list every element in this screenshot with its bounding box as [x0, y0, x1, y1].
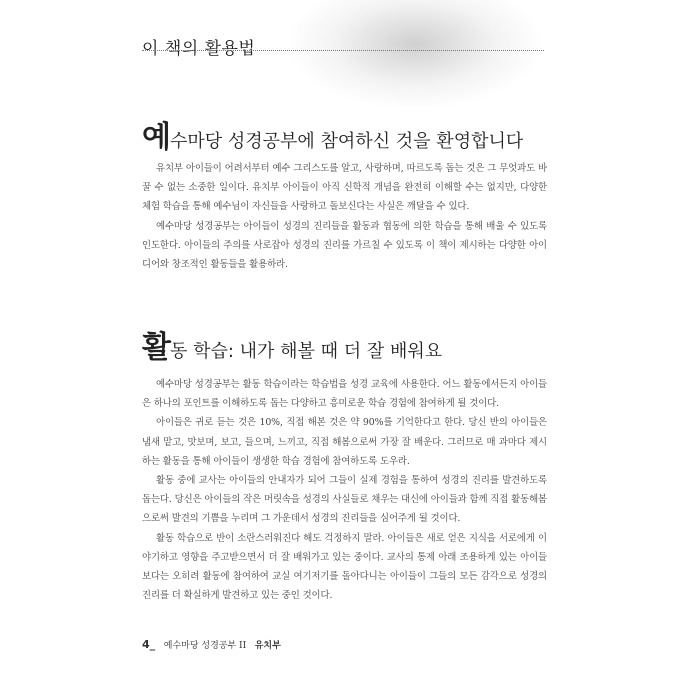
page-number: 4 — [142, 638, 150, 651]
section-title-initial: 예 — [142, 120, 170, 155]
section-title-welcome — [142, 112, 523, 156]
section-title-text: 수마당 성경공부에 참여하신 것을 환영합니다 — [169, 131, 524, 152]
paragraph: 아이들은 귀로 듣는 것은 10%, 직접 해본 것은 약 90%를 기억한다고 한다. 당신 반의 아이들은 냄새 맡고, 맛보며, 보고, 들으며, 느끼고, 직접 해봄으로써 가장 잘 배운다. 그러므로 매 과마다 제시하는 활동을 통해 아이들이 생생한 학습 경험에 참여하도록 도우라. — [142, 417, 547, 467]
paragraph: 활동 중에 교사는 아이들의 안내자가 되어 그들이 실제 경험을 통하여 성경의 진리를 발견하도록 돕는다. 당신은 아이들의 작은 머릿속을 성경의 사실들로 채우는 대신에 아이들과 함께 직접 활동해봄으로써 발견의 기쁨을 누리며 그 가운데서 성경의 진리들을 심어주게 될 것이다. — [142, 475, 547, 525]
paragraph: 예수마당 성경공부는 아이들이 성경의 진리들을 활동과 협동에 의한 학습을 통해 배울 수 있도록 인도한다. 아이들의 주의를 사로잡아 성경의 진리를 가르칠 수 있도록 이 책이 제시하는 다양한 아이디어와 창조적인 활동들을 활용하라. — [142, 220, 547, 271]
footer-book-title: 예수마당 성경공부 II — [163, 641, 247, 651]
section-title-text: 동 학습: 내가 해볼 때 더 잘 배워요 — [169, 341, 443, 362]
section-body-welcome — [142, 159, 547, 274]
paragraph: 예수마당 성경공부는 활동 학습이라는 학습법을 성경 교육에 사용한다. 어느 활동에서든지 아이들은 하나의 포인트를 이해하도록 돕는 다양하고 흥미로운 학습 경험에 참여하게 될 것이다. — [142, 379, 547, 410]
page-header-title: 이 책의 활용법 — [142, 39, 256, 59]
paragraph: 유치부 아이들이 어려서부터 예수 그리스도를 알고, 사랑하며, 따르도록 돕는 것은 그 무엇과도 바꿀 수 없는 소중한 일이다. 유치부 아이들이 아직 신학적 개념을 완전히 이해할 수는 없지만, 다양한 체험 학습을 통해 예수님이 자신들을 사랑하고 돌보신다는 사실은 깨달을 수 있다. — [142, 163, 547, 213]
page-footer: 4_ 예수마당 성경공부 II 유치부 — [142, 638, 281, 651]
section-title-initial: 활 — [142, 330, 170, 365]
footer-level: 유치부 — [254, 641, 281, 651]
paragraph: 활동 학습으로 반이 소란스러워진다 해도 걱정하지 말라. 아이들은 새로 얻은 지식을 서로에게 이야기하고 영향을 주고받으면서 더 잘 배워가고 있는 중이다. 교사의 통제 아래 조용하게 있는 아이들보다는 오히려 활동에 참여하여 교실 여기저기를 돌아다니는 아이들이 그들의 모든 감각으로 성경의 진리를 더 확실하게 발견하고 있는 중인 것이다. — [142, 532, 547, 602]
ink-splatter-decoration — [285, 0, 545, 110]
header-divider — [142, 50, 544, 51]
section-title-activity-learning — [142, 322, 442, 366]
section-body-activity-learning — [142, 375, 547, 605]
